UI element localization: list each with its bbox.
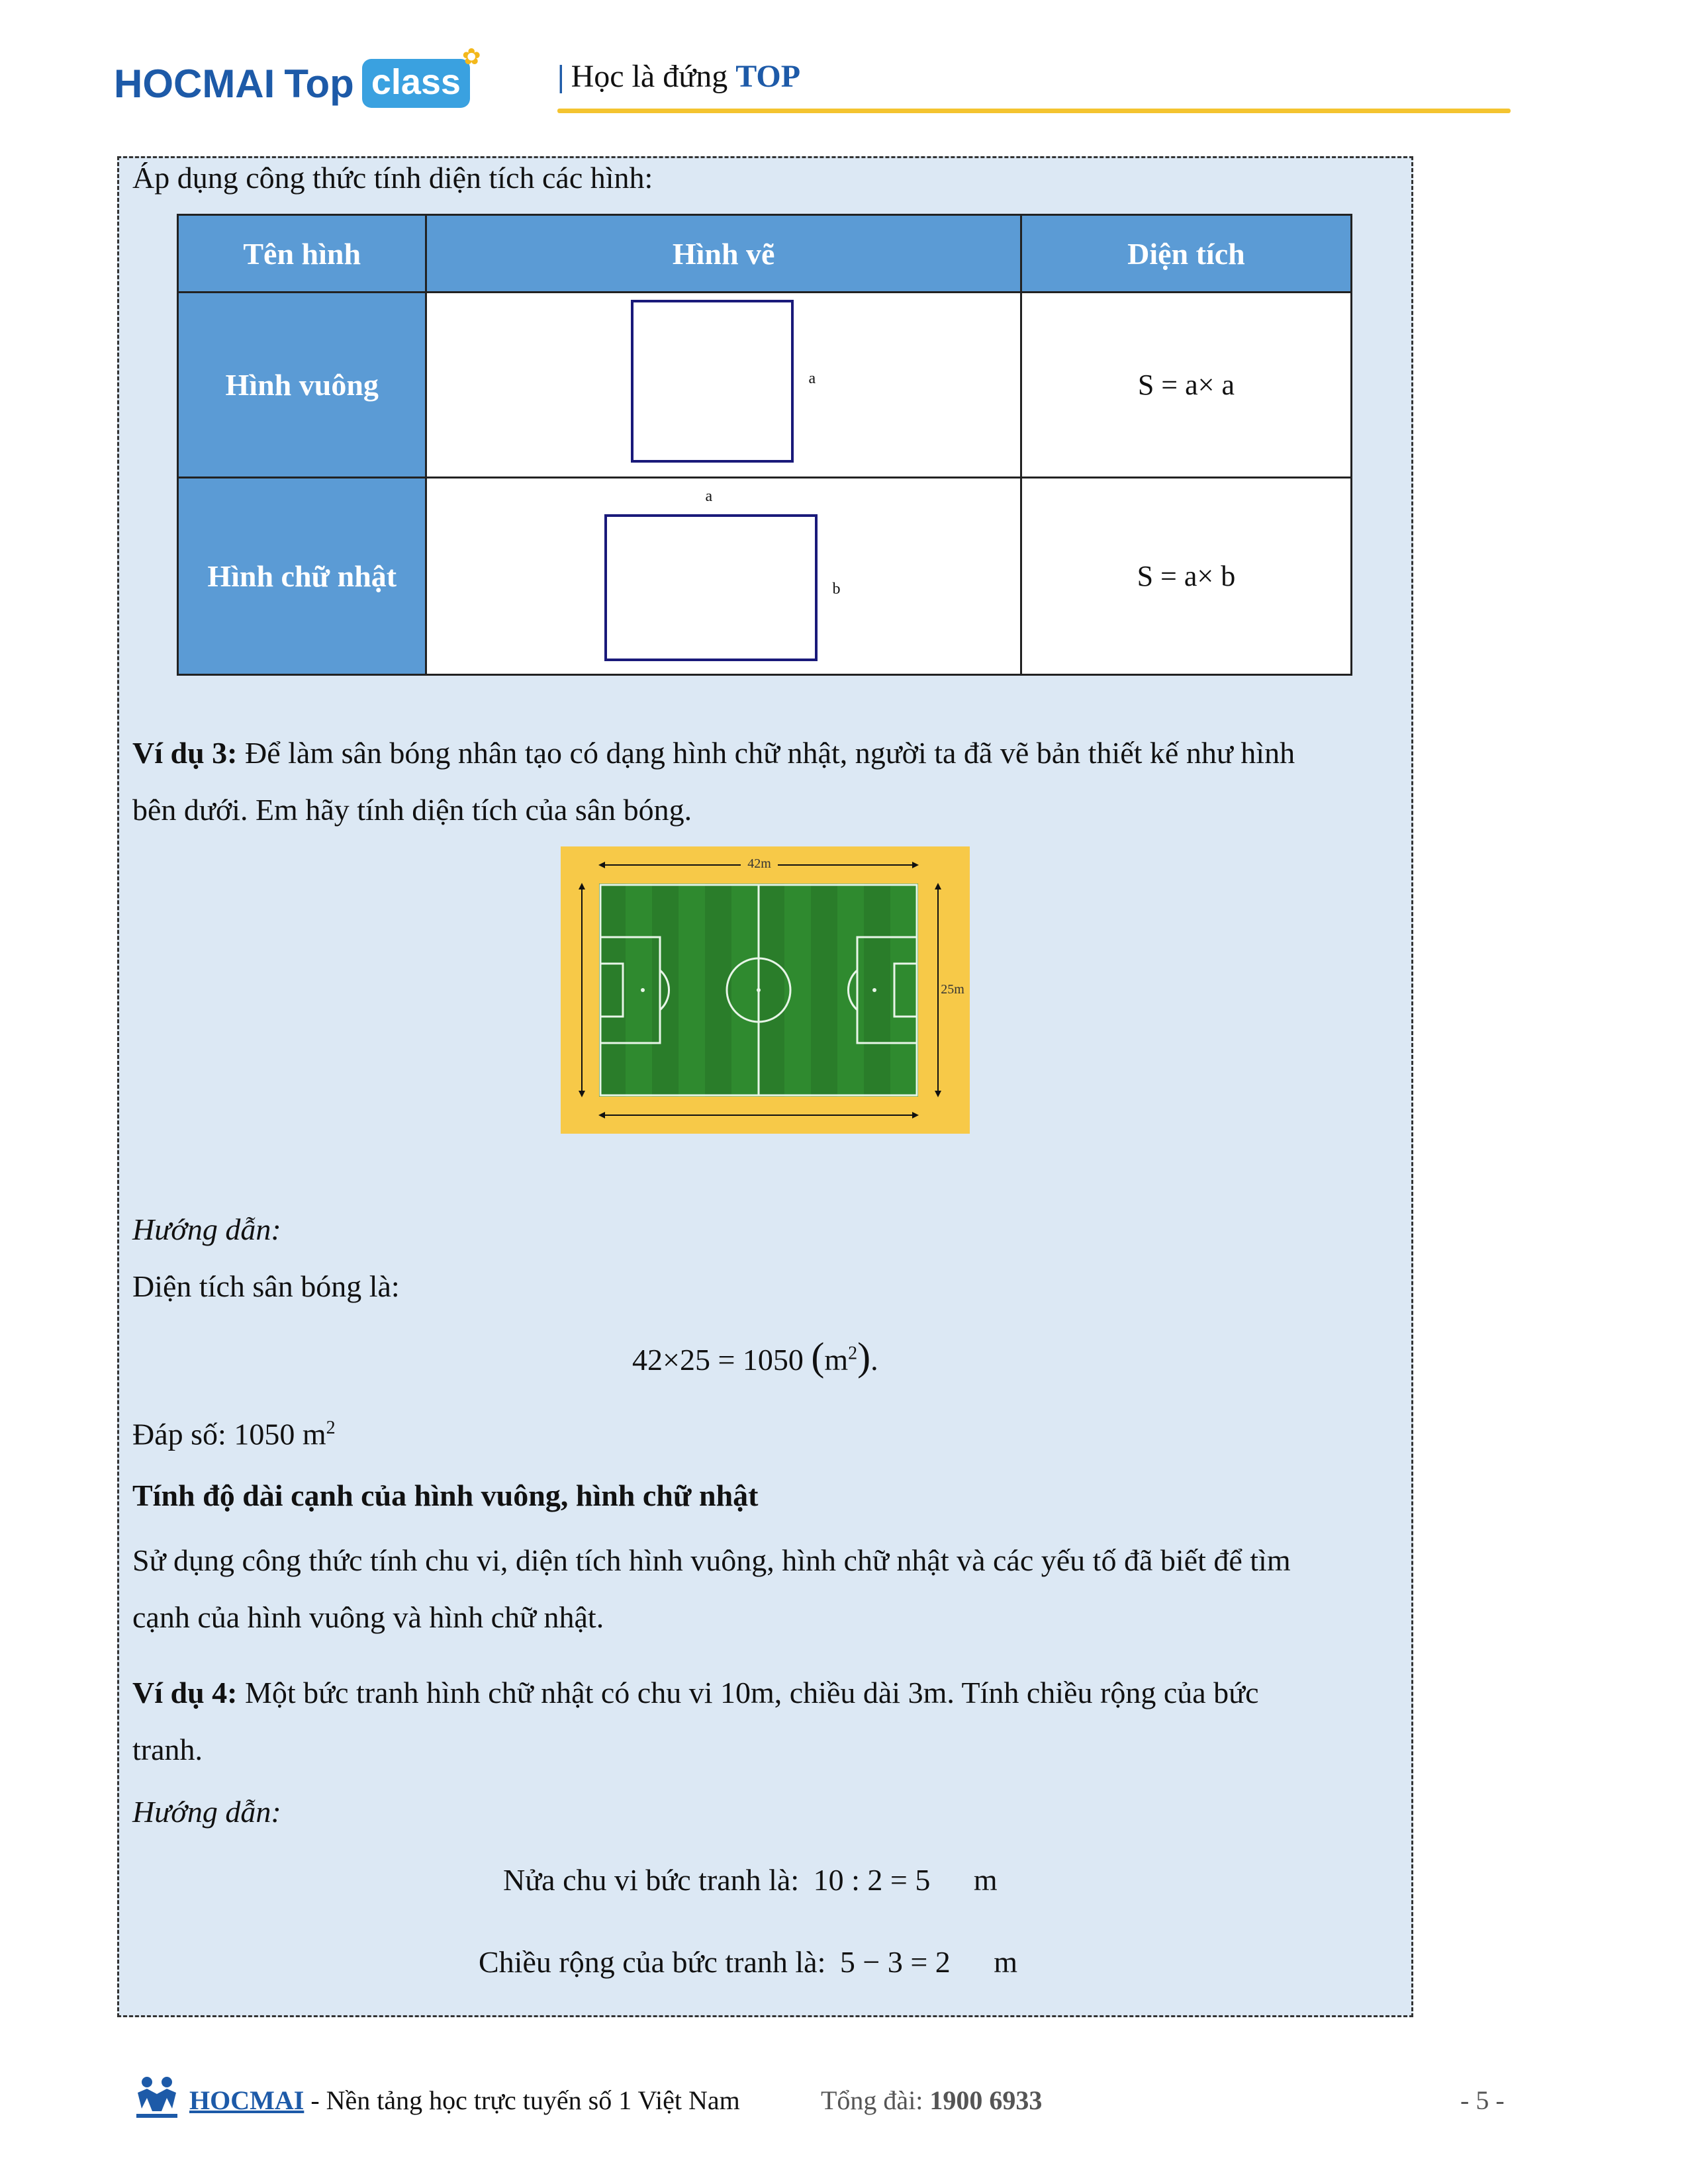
table-row-rectangle (178, 478, 1352, 675)
header-shape-figure: Hình vẽ (426, 215, 1021, 293)
square-side-label: a (808, 370, 816, 387)
area-formula-table (177, 214, 1352, 676)
hotline-number: 1900 6933 (929, 2085, 1043, 2115)
example4-label: Ví dụ 4: (132, 1676, 238, 1709)
page-header (0, 0, 1688, 126)
square-name: Hình vuông (178, 293, 426, 478)
step1-text: Nửa chu vi bức tranh là: (503, 1863, 800, 1897)
example3-answer (132, 1410, 336, 1453)
square-area-formula: S = a× a (1021, 293, 1351, 478)
example4-text-line2: tranh. (132, 1733, 203, 1766)
hocmai-topclass-logo (114, 44, 481, 110)
header-underline (557, 109, 1511, 113)
field-width-label: 42m (747, 856, 771, 871)
example3-guide: Hướng dẫn: (132, 1212, 281, 1246)
step2-unit: m (994, 1945, 1018, 1979)
rectangle-name: Hình chữ nhật (178, 478, 426, 675)
square-shape (631, 300, 794, 463)
rectangle-width-label: b (832, 580, 841, 598)
hocmai-footer-logo-icon (132, 2074, 181, 2120)
header-shape-name: Tên hình (178, 215, 426, 293)
square-figure-cell (426, 293, 1021, 478)
table-row-square (178, 293, 1352, 478)
header-tagline (557, 58, 800, 95)
footer-brand-link[interactable]: HOCMAI (189, 2085, 305, 2115)
example4-guide: Hướng dẫn: (132, 1795, 281, 1829)
logo-class-badge (362, 44, 481, 108)
calc-expression: 42×25 = 1050 (632, 1343, 804, 1377)
tagline-prefix: Học là đứng (571, 59, 728, 94)
example3-paragraph (132, 735, 1390, 772)
step1-expr: 10 : 2 = 5 (813, 1863, 931, 1897)
logo-class-text: class (371, 62, 461, 102)
section-desc-line1: Sử dụng công thức tính chu vi, diện tích hình vuông, hình chữ nhật và các yếu tố đã biết để tìm (132, 1543, 1291, 1577)
football-field-figure (561, 846, 970, 1134)
answer-text: Đáp số: 1050 m (132, 1417, 326, 1451)
example4-step1 (503, 1862, 998, 1897)
section-desc-line2: cạnh của hình vuông và hình chữ nhật. (132, 1600, 604, 1634)
hotline-label: Tổng đài: (821, 2085, 930, 2115)
table-header-row (178, 215, 1352, 293)
calc-unit-exp: 2 (848, 1343, 858, 1364)
calc-unit: m (824, 1343, 849, 1377)
star-icon: ✿ (461, 44, 481, 69)
rectangle-figure-cell (426, 478, 1021, 675)
example3-text-line1: Để làm sân bóng nhân tạo có dạng hình chữ nhật, người ta đã vẽ bản thiết kế như hình (237, 736, 1295, 770)
footer-slogan-line (189, 2085, 740, 2116)
example3-text-line2: bên dưới. Em hãy tính diện tích của sân bóng. (132, 793, 692, 827)
rectangle-area-formula: S = a× b (1021, 478, 1351, 675)
answer-exp: 2 (326, 1418, 336, 1438)
step2-text: Chiều rộng của bức tranh là: (479, 1945, 826, 1979)
example4-paragraph (132, 1674, 1390, 1711)
example4-text-line1: Một bức tranh hình chữ nhật có chu vi 10m, chiều dài 3m. Tính chiều rộng của bức (237, 1676, 1259, 1709)
example3-label: Ví dụ 3: (132, 736, 238, 770)
step2-expr: 5 − 3 = 2 (839, 1945, 951, 1979)
footer-hotline (821, 2085, 1042, 2116)
header-area: Diện tích (1021, 215, 1351, 293)
example3-area-intro: Diện tích sân bóng là: (132, 1269, 400, 1303)
footer-slogan: - Nền tảng học trực tuyến số 1 Việt Nam (304, 2085, 740, 2115)
tagline-top: TOP (735, 59, 801, 94)
logo-top-text: Top (284, 61, 354, 106)
field-height-label: 25m (941, 982, 964, 997)
rectangle-shape (604, 514, 818, 661)
rectangle-length-label: a (705, 488, 713, 505)
table-intro: Áp dụng công thức tính diện tích các hình: (132, 161, 653, 195)
section-title: Tính độ dài cạnh của hình vuông, hình chữ nhật (132, 1479, 759, 1512)
example3-calculation: 42×25 = 1050 $(m^2)$. (632, 1335, 878, 1379)
logo-hocmai-text: HOCMAI (114, 61, 275, 106)
football-field-svg (561, 846, 970, 1134)
example4-step2 (479, 1944, 1017, 1979)
page-footer (0, 2058, 1688, 2138)
tagline-divider: | (557, 59, 565, 94)
step1-unit: m (973, 1863, 998, 1897)
page-number: - 5 - (1460, 2085, 1505, 2115)
